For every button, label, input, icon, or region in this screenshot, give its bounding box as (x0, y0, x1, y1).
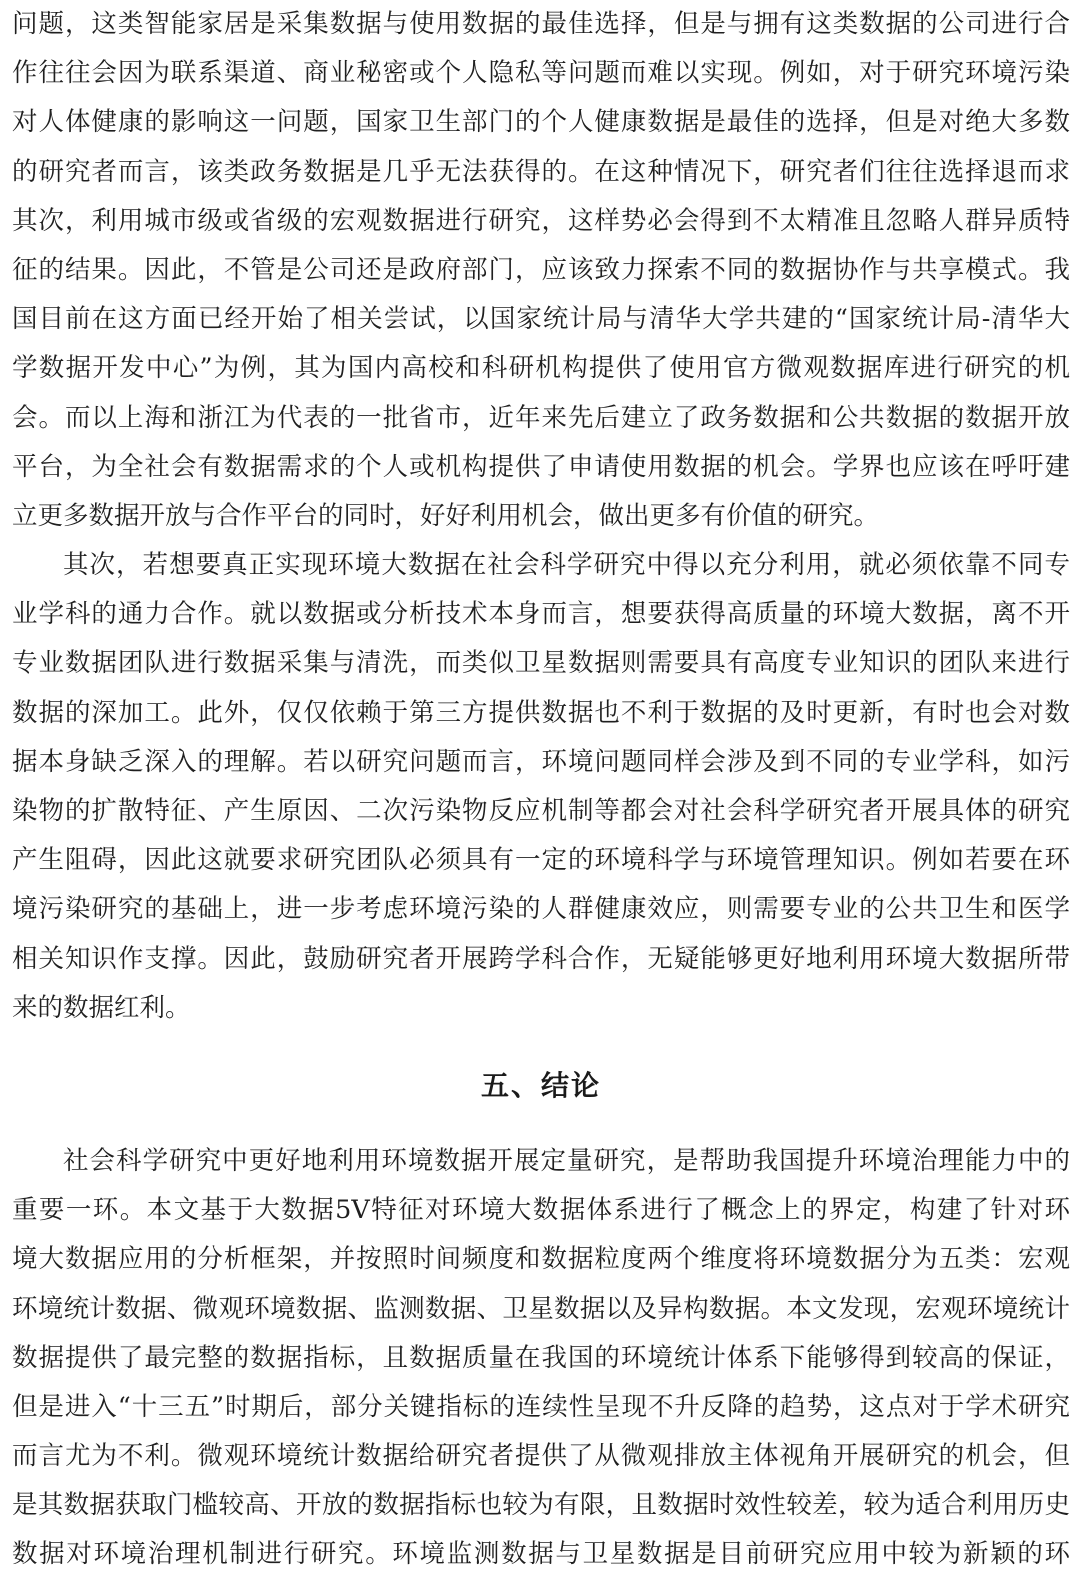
text-line: 社会科学研究中更好地利用环境数据开展定量研究，是帮助我国提升环境治理能力中的 (63, 1145, 1070, 1176)
text-line: 数据对环境治理机制进行研究。环境监测数据与卫星数据是目前研究应用中较为新颖的环 (12, 1539, 1070, 1570)
document-page (12, 0, 1070, 1580)
text-line: 会。而以上海和浙江为代表的一批省市，近年来先后建立了政务数据和公共数据的数据开放 (12, 402, 1070, 433)
text-line: 学数据开发中心”为例，其为国内高校和科研机构提供了使用官方微观数据库进行研究的机 (12, 353, 1070, 384)
text-line: 相关知识作支撑。因此，鼓励研究者开展跨学科合作，无疑能够更好地利用环境大数据所带 (12, 943, 1070, 974)
text-line: 环境统计数据、微观环境数据、监测数据、卫星数据以及异构数据。本文发现，宏观环境统计 (12, 1293, 1070, 1324)
text-line: 来的数据红利。 (12, 992, 191, 1023)
text-line: 据本身缺乏深入的理解。若以研究问题而言，环境问题同样会涉及到不同的专业学科，如污 (12, 746, 1070, 777)
text-line: 重要一环。本文基于大数据5V特征对环境大数据体系进行了概念上的界定，构建了针对环 (12, 1195, 1070, 1226)
text-line: 但是进入“十三五”时期后，部分关键指标的连续性呈现不升反降的趋势，这点对于学术研究 (12, 1391, 1070, 1422)
text-line: 的研究者而言，该类政务数据是几乎无法获得的。在这种情况下，研究者们往往选择退而求 (12, 156, 1070, 187)
text-line: 产生阻碍，因此这就要求研究团队必须具有一定的环境科学与环境管理知识。例如若要在环 (12, 845, 1070, 876)
spacer (12, 1113, 1070, 1137)
text-line: 是其数据获取门槛较高、开放的数据指标也较为有限，且数据时效性较差，较为适合利用历史 (12, 1490, 1070, 1521)
text-line: 数据的深加工。此外，仅仅依赖于第三方提供数据也不利于数据的及时更新，有时也会对数 (12, 697, 1070, 728)
paragraph (12, 0, 1070, 541)
section-heading: 五、结论 (480, 1068, 601, 1102)
text-line: 其次，利用城市级或省级的宏观数据进行研究，这样势必会得到不太精准且忽略人群异质特 (12, 205, 1070, 236)
text-line: 对人体健康的影响这一问题，国家卫生部门的个人健康数据是最佳的选择，但是对绝大多数 (12, 107, 1070, 138)
text-line: 征的结果。因此，不管是公司还是政府部门，应该致力探索不同的数据协作与共享模式。我 (12, 254, 1070, 285)
text-line: 其次，若想要真正实现环境大数据在社会科学研究中得以充分利用，就必须依靠不同专 (63, 550, 1070, 581)
text-line: 立更多数据开放与合作平台的同时，好好利用机会，做出更多有价值的研究。 (12, 500, 880, 531)
text-line: 专业数据团队进行数据采集与清洗，而类似卫星数据则需要具有高度专业知识的团队来进行 (12, 648, 1070, 679)
text-line: 染物的扩散特征、产生原因、二次污染物反应机制等都会对社会科学研究者开展具体的研究 (12, 796, 1070, 826)
text-line: 业学科的通力合作。就以数据或分析技术本身而言，想要获得高质量的环境大数据，离不开 (12, 599, 1070, 630)
text-line: 境大数据应用的分析框架，并按照时间频度和数据粒度两个维度将环境数据分为五类：宏观 (12, 1244, 1070, 1275)
body-text-lower (12, 1137, 1070, 1580)
text-line: 作往往会因为联系渠道、商业秘密或个人隐私等问题而难以实现。例如，对于研究环境污染 (12, 58, 1070, 89)
text-line: 平台，为全社会有数据需求的个人或机构提供了申请使用数据的机会。学界也应该在呼吁建 (12, 451, 1070, 482)
text-line: 国目前在这方面已经开始了相关尝试，以国家统计局与清华大学共建的“国家统计局-清华大 (12, 304, 1070, 335)
spacer (12, 1033, 1070, 1059)
text-line: 问题，这类智能家居是采集数据与使用数据的最佳选择，但是与拥有这类数据的公司进行合 (12, 9, 1070, 39)
text-line: 境污染研究的基础上，进一步考虑环境污染的人群健康效应，则需要专业的公共卫生和医学 (12, 894, 1070, 925)
paragraph (12, 1137, 1070, 1580)
paragraph (12, 541, 1070, 1033)
body-text-upper (12, 0, 1070, 1033)
text-line: 而言尤为不利。微观环境统计数据给研究者提供了从微观排放主体视角开展研究的机会，但 (12, 1441, 1070, 1472)
text-line: 数据提供了最完整的数据指标，且数据质量在我国的环境统计体系下能够得到较高的保证， (12, 1342, 1070, 1373)
